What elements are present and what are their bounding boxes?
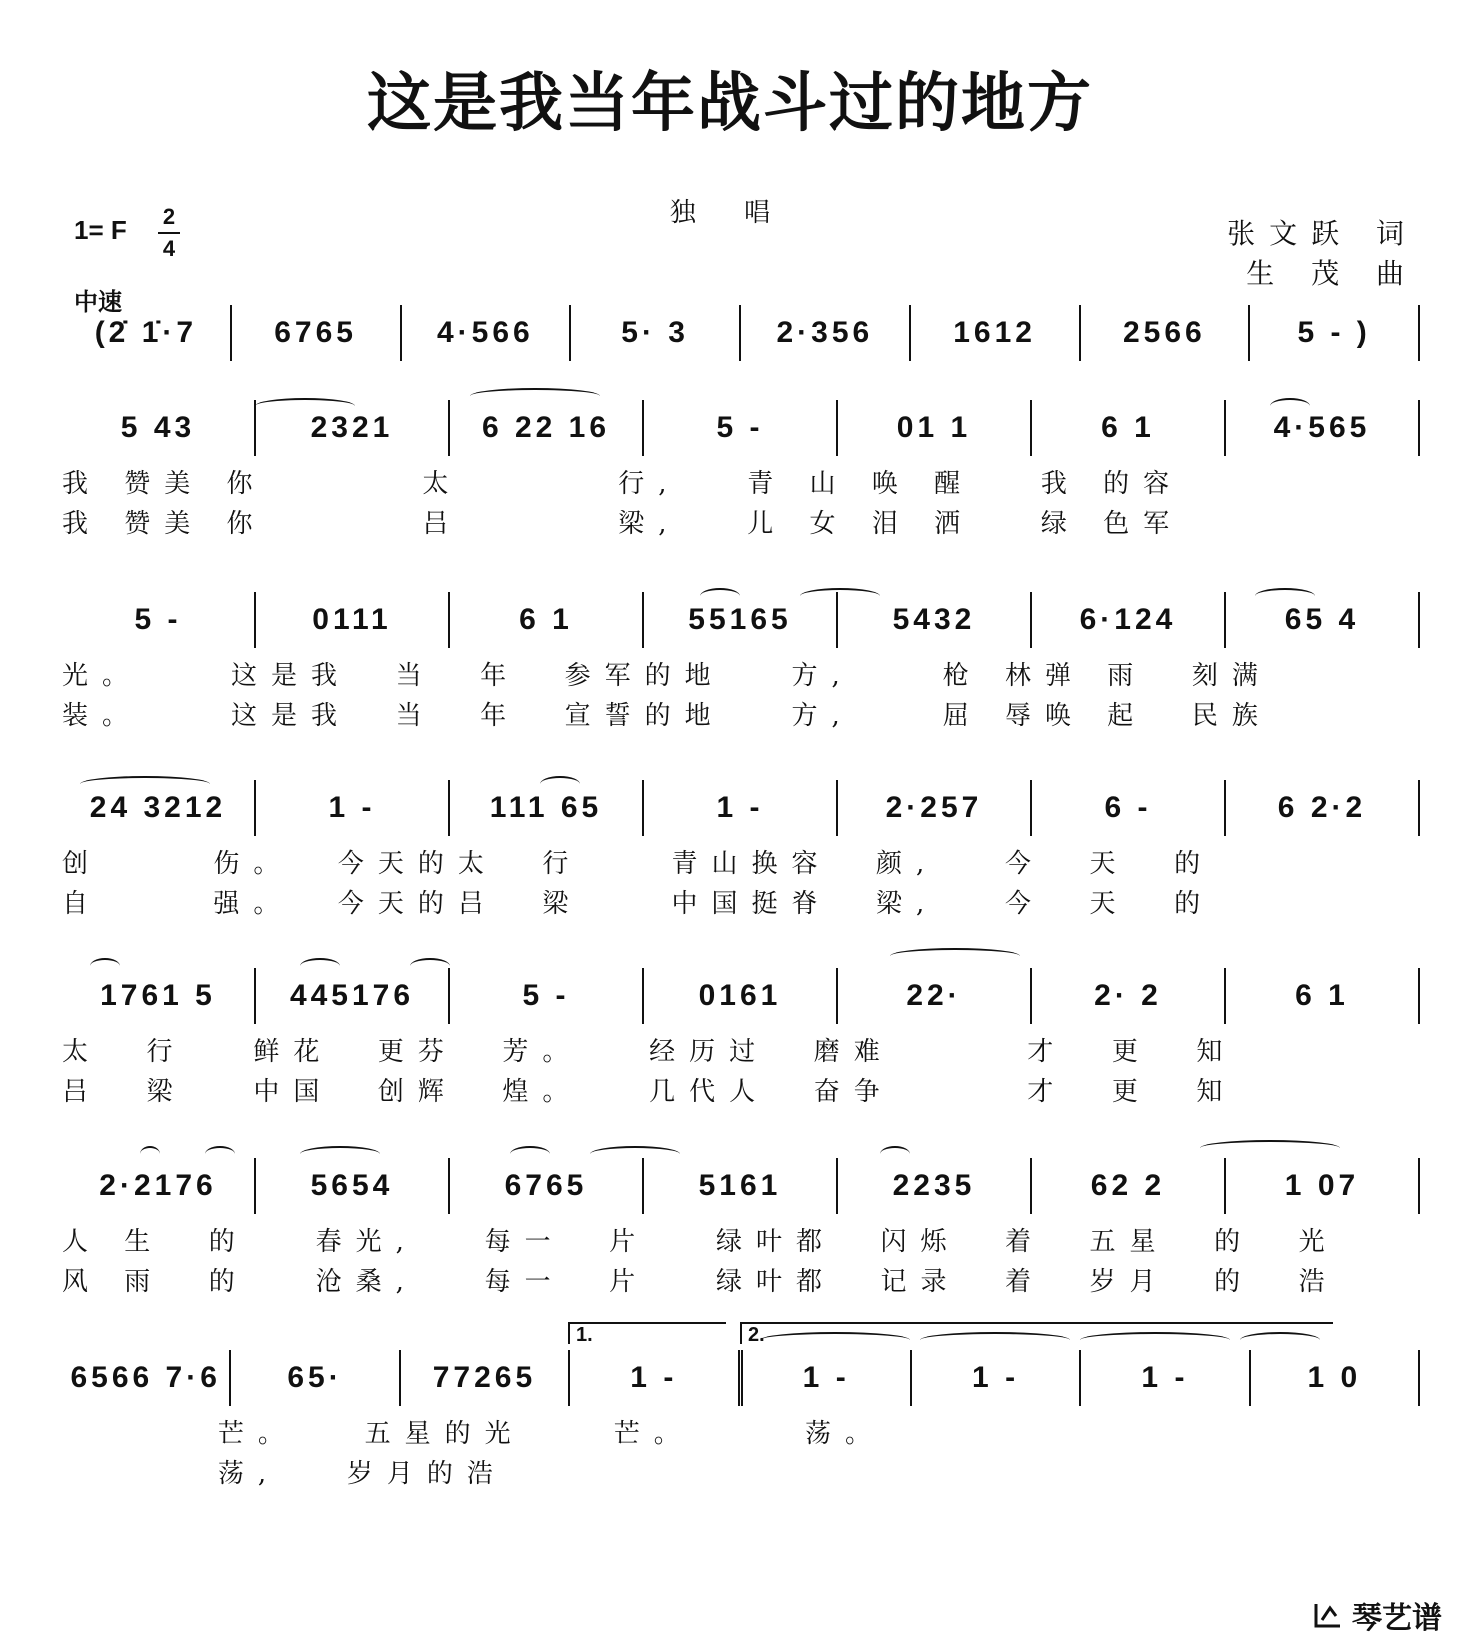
- measure-notes: 5654: [310, 1169, 394, 1202]
- measure-notes: 1 07: [1284, 1169, 1360, 1202]
- measure: [644, 400, 838, 456]
- lyrics-verse-1: 创 伤。 今天的太 行 青山换容 颜, 今 天 的: [62, 849, 1215, 879]
- measure: [838, 780, 1032, 836]
- measure-notes: 2· 2: [1094, 979, 1162, 1012]
- measure: [570, 1350, 742, 1406]
- meter-top: 2: [162, 204, 176, 229]
- measure: [1032, 968, 1226, 1024]
- measure: [256, 1158, 450, 1214]
- slur-mark: [920, 1332, 1070, 1348]
- lyrics-verse-1: 光。 这是我 当 年 参军的地 方, 枪 林弹 雨 刻满: [62, 661, 1272, 691]
- slur-mark: [590, 1146, 680, 1162]
- measure-notes: 77265: [432, 1361, 537, 1394]
- slur-mark: [890, 948, 1020, 964]
- measure-notes: 2·257: [885, 791, 983, 824]
- slur-mark: [880, 1146, 910, 1162]
- time-signature: [158, 204, 180, 262]
- measure: [231, 1350, 400, 1406]
- measure-notes: 22·: [906, 979, 962, 1012]
- slur-mark: [1255, 588, 1315, 604]
- measure-notes: 5· 3: [621, 316, 689, 349]
- measure: [644, 968, 838, 1024]
- measure: [1032, 780, 1226, 836]
- volta-second-ending: 2.: [740, 1322, 1333, 1344]
- measure-notes: 6 2·2: [1277, 791, 1367, 824]
- measure: [62, 968, 256, 1024]
- slur-mark: [205, 1146, 235, 1162]
- measure-notes: 1 -: [802, 1361, 850, 1394]
- slur-mark: [470, 388, 600, 404]
- slur-mark: [700, 588, 740, 604]
- measure-notes: 6765: [274, 316, 357, 349]
- lyrics-verse-2: 自 强。 今天的吕 梁 中国挺脊 梁, 今 天 的: [62, 889, 1215, 919]
- measure-notes: 6 1: [1295, 979, 1349, 1012]
- lyricist-credit: 张文跃 词: [1227, 217, 1418, 250]
- measure: [912, 1350, 1081, 1406]
- measure-notes: 0161: [698, 979, 782, 1012]
- measure-notes: 1761 5: [100, 979, 216, 1012]
- measure-notes: 1 0: [1307, 1361, 1362, 1394]
- measure-notes: 1 -: [1141, 1361, 1189, 1394]
- notation-row: [62, 1350, 1420, 1406]
- measure-notes: 01 1: [896, 411, 972, 444]
- meter-divider: [158, 232, 180, 234]
- measure: [743, 1350, 912, 1406]
- measure-notes: 1 -: [630, 1361, 678, 1394]
- measure-notes: 2235: [892, 1169, 976, 1202]
- measure: [62, 400, 256, 456]
- measure-notes: 6765: [504, 1169, 588, 1202]
- measure: [256, 780, 450, 836]
- measure-notes: 111 65: [489, 791, 603, 824]
- slur-mark: [540, 776, 580, 792]
- slur-mark: [1080, 1332, 1230, 1348]
- measure-notes: 445176: [289, 979, 415, 1012]
- measure: [450, 400, 644, 456]
- song-title: 这是我当年战斗过的地方: [367, 66, 1093, 141]
- notation-row: [62, 968, 1420, 1024]
- measure: [838, 400, 1032, 456]
- measure-notes: 2321: [310, 411, 394, 444]
- measure-notes: 2·356: [776, 316, 874, 349]
- meter-bottom: 4: [162, 236, 176, 261]
- measure-notes: (2̇ 1̇·7: [94, 316, 198, 349]
- measure-notes: 5161: [698, 1169, 782, 1202]
- measure-notes: 4·565: [1273, 411, 1371, 444]
- volta-first-ending: 1.: [568, 1322, 726, 1344]
- measure: [450, 968, 644, 1024]
- slur-mark: [80, 776, 210, 792]
- slur-mark: [1200, 1140, 1340, 1156]
- measure-notes: 65·: [287, 1361, 343, 1394]
- measure: [401, 1350, 570, 1406]
- measure: [1226, 1158, 1420, 1214]
- measure: [1081, 305, 1251, 361]
- measure-notes: 1 -: [328, 791, 376, 824]
- slur-mark: [800, 588, 880, 604]
- measure-notes: 2·2176: [99, 1169, 217, 1202]
- slur-mark: [410, 958, 450, 974]
- lyrics-verse-1: 我 赞美 你 太 行, 青 山 唤 醒 我 的容: [62, 469, 1184, 499]
- measure-notes: 5 - ): [1297, 316, 1371, 349]
- slur-mark: [90, 958, 120, 974]
- measure: [402, 305, 572, 361]
- measure-notes: 5 43: [120, 411, 196, 444]
- slur-mark: [760, 1332, 910, 1348]
- measure: [838, 968, 1032, 1024]
- measure-notes: 6·124: [1079, 603, 1177, 636]
- measure-notes: 6 -: [1104, 791, 1152, 824]
- measure: [62, 592, 256, 648]
- measure: [1032, 400, 1226, 456]
- measure: [1226, 968, 1420, 1024]
- measure: [62, 305, 232, 361]
- measure: [1226, 780, 1420, 836]
- lyrics-verse-1: 太 行 鲜花 更芬 芳。 经历过 磨难 才 更 知: [62, 1037, 1237, 1067]
- measure-notes: 1 -: [716, 791, 764, 824]
- measure: [232, 305, 402, 361]
- lyrics-verse-1: 芒。 五星的光 芒。 荡。: [62, 1419, 886, 1449]
- measure: [256, 968, 450, 1024]
- lyrics-verse-2: 我 赞美 你 吕 梁, 儿 女 泪 洒 绿 色军: [62, 509, 1184, 539]
- slur-mark: [300, 1146, 380, 1162]
- measure-notes: 4·566: [437, 316, 534, 349]
- measure: [450, 1158, 644, 1214]
- measure: [450, 592, 644, 648]
- measure-notes: 1 -: [972, 1361, 1020, 1394]
- measure-notes: 1612: [953, 316, 1036, 349]
- measure: [62, 1158, 256, 1214]
- measure: [1081, 1350, 1250, 1406]
- measure-notes: 2566: [1123, 316, 1206, 349]
- measure: [1250, 305, 1420, 361]
- watermark-text: 琴艺谱: [1352, 1601, 1442, 1636]
- lyrics-verse-2: 装。 这是我 当 年 宣誓的地 方, 屈 辱唤 起 民族: [62, 701, 1272, 731]
- measure: [644, 1158, 838, 1214]
- tempo-marking: 中速: [74, 288, 122, 316]
- measure-notes: 6 22 16: [481, 411, 611, 444]
- slur-mark: [255, 398, 355, 414]
- measure: [1251, 1350, 1420, 1406]
- measure-notes: 5 -: [716, 411, 764, 444]
- measure-notes: 6 1: [1101, 411, 1155, 444]
- lyrics-verse-2: 荡, 岁月的浩: [62, 1459, 507, 1489]
- measure-notes: 55165: [688, 603, 792, 636]
- measure: [1032, 1158, 1226, 1214]
- watermark-logo: [1312, 1593, 1442, 1637]
- measure: [838, 1158, 1032, 1214]
- measure: [256, 592, 450, 648]
- measure-notes: 24 3212: [89, 791, 227, 824]
- slur-mark: [300, 958, 340, 974]
- lyrics-verse-1: 人 生 的 春光, 每一 片 绿叶都 闪烁 着 五星 的 光: [62, 1227, 1339, 1257]
- measure-notes: 5 -: [522, 979, 570, 1012]
- measure: [571, 305, 741, 361]
- notation-row: [62, 592, 1420, 648]
- key-signature: 1= F: [74, 215, 127, 245]
- measure: [911, 305, 1081, 361]
- measure-notes: 6566 7·6: [70, 1361, 221, 1394]
- measure: [644, 780, 838, 836]
- slur-mark: [1240, 1332, 1320, 1348]
- slur-mark: [510, 1146, 550, 1162]
- slur-mark: [140, 1146, 160, 1162]
- performance-type: 独 唱: [669, 198, 791, 228]
- lyrics-verse-2: 吕 梁 中国 创辉 煌。 几代人 奋争 才 更 知: [62, 1077, 1237, 1107]
- slur-mark: [1270, 398, 1310, 414]
- measure-notes: 65 4: [1284, 603, 1360, 636]
- measure: [741, 305, 911, 361]
- measure: [1032, 592, 1226, 648]
- measure-notes: 62 2: [1090, 1169, 1166, 1202]
- measure: [1226, 400, 1420, 456]
- notation-row: [62, 1158, 1420, 1214]
- measure-notes: 6 1: [519, 603, 573, 636]
- composer-credit: 生 茂 曲: [1246, 257, 1418, 290]
- logo-icon: [1312, 1598, 1346, 1632]
- notation-row: [62, 780, 1420, 836]
- measure-notes: 0111: [312, 603, 392, 636]
- notation-row: [62, 305, 1420, 361]
- lyrics-verse-2: 风 雨 的 沧桑, 每一 片 绿叶都 记录 着 岁月 的 浩: [62, 1267, 1339, 1297]
- measure-notes: 5432: [892, 603, 976, 636]
- measure: [62, 1350, 231, 1406]
- measure-notes: 5 -: [134, 603, 182, 636]
